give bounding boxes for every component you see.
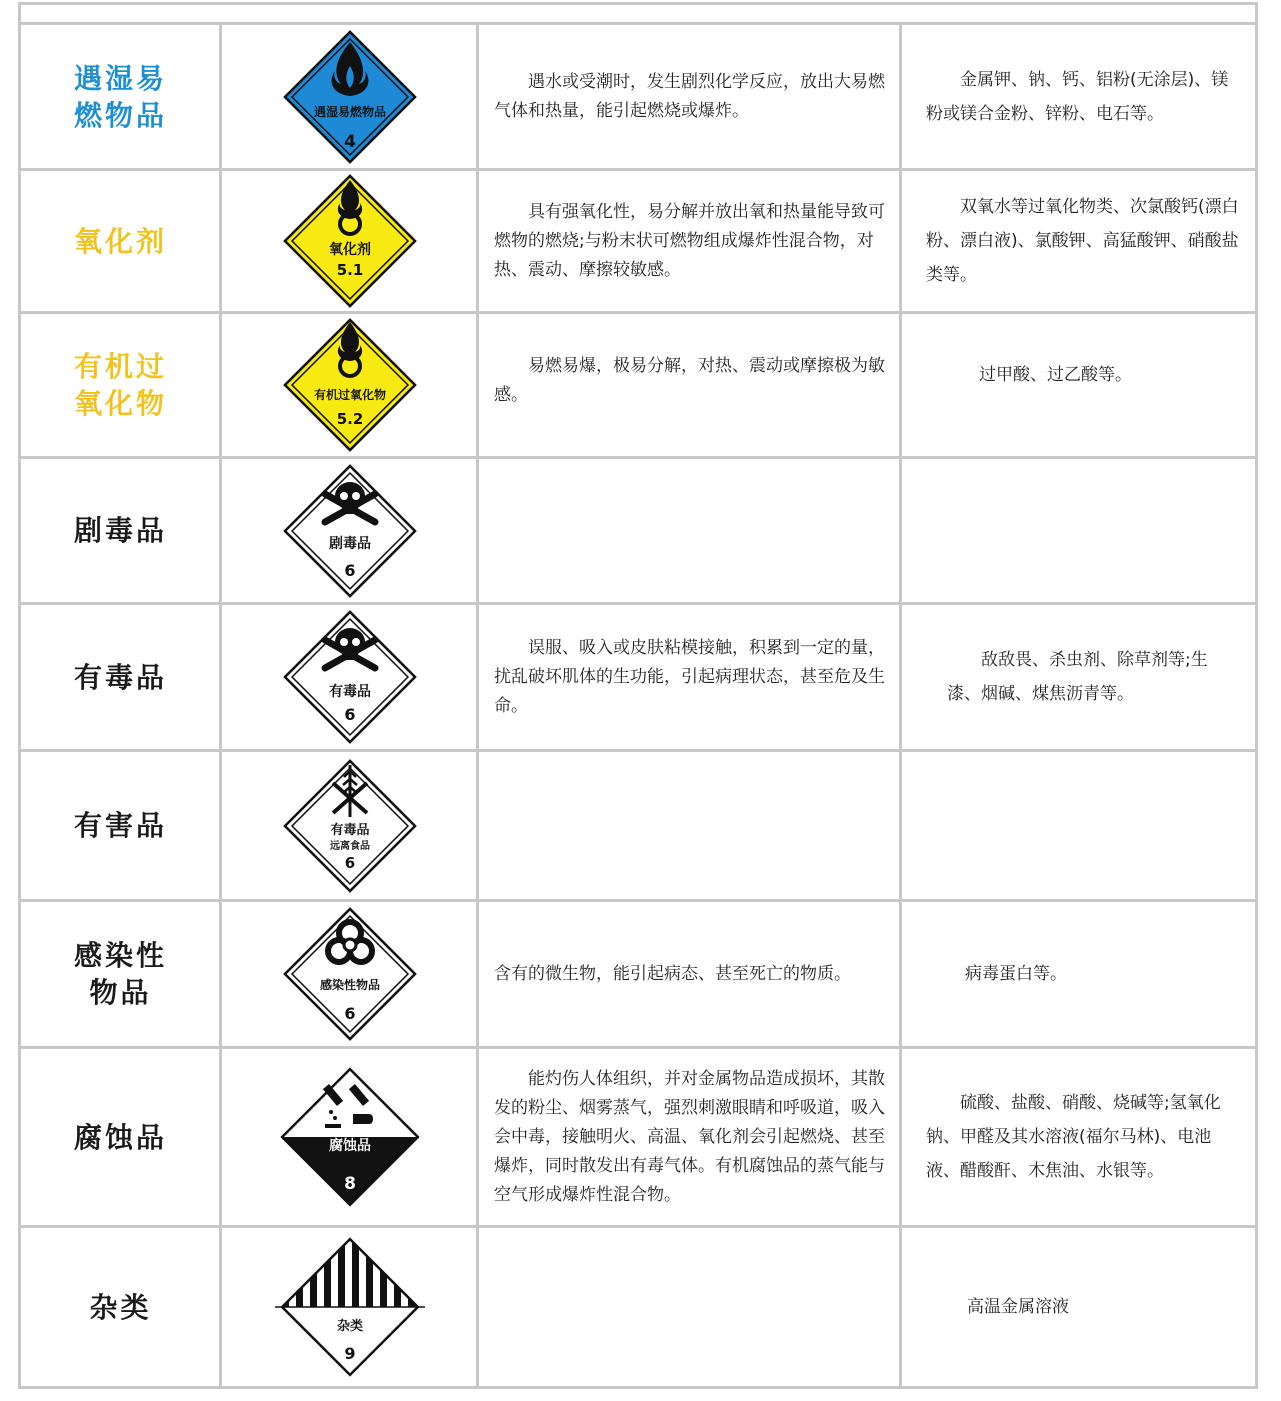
description: 能灼伤人体组织，并对金属物品造成损坏，其散发的粉尘、烟雾蒸气，强烈刺激眼睛和呼吸道，吸入会中毒，接触明火、高温、氧化剂会引起燃烧、甚至爆炸，同时散发出有毒气体。有机腐蚀品的蒸气能与空气形成爆炸性混合物。 [494, 1068, 885, 1205]
hazard-sign-cell [223, 459, 476, 602]
examples: 金属钾、钠、钙、铝粉(无涂层)、镁粉或镁合金粉、锌粉、电石等。 [926, 69, 1229, 124]
category-name: 感染性 物品 [73, 939, 167, 1009]
svg-text:远离食品: 远离食品 [329, 840, 370, 852]
examples [905, 752, 1255, 899]
description: 误服、吸入或皮肤粘模接触，积累到一定的量，扰乱破坏肌体的生功能，引起病理状态，甚至危及生命。 [494, 637, 885, 716]
category-name: 氧化剂 [73, 224, 167, 258]
flame-diamond-icon [275, 22, 425, 172]
examples: 病毒蛋白等。 [965, 964, 1067, 984]
svg-text:6: 6 [344, 853, 355, 872]
svg-text:感染性物品: 感染性物品 [319, 978, 380, 992]
svg-text:有机过氧化物: 有机过氧化物 [313, 388, 386, 402]
svg-text:5.2: 5.2 [336, 410, 363, 428]
examples: 高温金属溶液 [967, 1297, 1069, 1317]
description [480, 459, 901, 602]
oxidizer-diamond-icon [275, 166, 425, 316]
hazard-sign-cell [223, 752, 476, 899]
svg-text:6: 6 [343, 560, 356, 580]
hazard-sign-cell [223, 1228, 476, 1386]
svg-text:杂类: 杂类 [336, 1319, 363, 1334]
examples: 双氧水等过氧化物类、次氯酸钙(漂白粉、漂白液)、氯酸钾、高猛酸钾、硝酸盐类等。 [926, 197, 1239, 285]
hazard-sign-cell [223, 25, 476, 168]
examples: 硫酸、盐酸、硝酸、烧碱等;氢氧化钠、甲醛及其水溶液(福尔马林)、电池液、醋酸酐、木焦油、水银等。 [926, 1093, 1221, 1181]
table-row [21, 314, 1255, 456]
table-row [21, 605, 1255, 749]
category-name: 有机过 氧化物 [73, 350, 167, 420]
examples: 过甲酸、过乙酸等。 [979, 365, 1132, 385]
description [480, 1228, 901, 1386]
harmful-wheat-cross-diamond-icon [275, 751, 425, 901]
description: 遇水或受潮时，发生剧烈化学反应，放出大易燃气体和热量，能引起燃烧或爆炸。 [494, 71, 885, 121]
skull-crossbones-diamond-icon [275, 602, 425, 752]
hazard-sign-cell [223, 605, 476, 749]
table-row [21, 459, 1255, 602]
svg-text:有毒品: 有毒品 [329, 822, 370, 838]
category-name: 遇湿易 燃物品 [73, 61, 167, 132]
table-row [21, 1049, 1255, 1225]
svg-text:8: 8 [343, 1174, 356, 1194]
organic-peroxide-diamond-icon [275, 310, 425, 460]
description: 含有的微生物，能引起病态、甚至死亡的物质。 [494, 963, 851, 984]
table-row [21, 902, 1255, 1046]
svg-text:剧毒品: 剧毒品 [328, 535, 371, 552]
biohazard-diamond-icon [275, 899, 425, 1049]
svg-text:5.1: 5.1 [336, 261, 363, 279]
category-name: 腐蚀品 [73, 1120, 167, 1154]
svg-text:9: 9 [343, 1344, 356, 1363]
description [480, 752, 901, 899]
svg-text:腐蚀品: 腐蚀品 [328, 1138, 371, 1154]
table-row [21, 1228, 1255, 1386]
svg-text:遇湿易燃物品: 遇湿易燃物品 [313, 104, 386, 119]
table-row [21, 25, 1255, 168]
hazard-sign-cell [223, 1049, 476, 1225]
miscellaneous-stripes-diamond-icon [275, 1232, 425, 1382]
table-row [21, 752, 1255, 899]
svg-text:6: 6 [343, 1004, 356, 1023]
category-name: 有害品 [73, 809, 167, 842]
svg-text:氧化剂: 氧化剂 [328, 242, 371, 258]
examples: 敌敌畏、杀虫剂、除草剂等;生漆、烟碱、煤焦沥青等。 [947, 650, 1208, 704]
corrosive-diamond-icon [275, 1062, 425, 1212]
category-name: 有毒品 [73, 660, 167, 694]
hazard-sign-cell [223, 902, 476, 1046]
hazard-sign-cell [223, 314, 476, 456]
svg-text:4: 4 [343, 131, 356, 152]
category-name: 剧毒品 [73, 514, 167, 547]
skull-crossbones-diamond-icon [275, 456, 425, 606]
svg-text:有毒品: 有毒品 [328, 684, 371, 700]
description: 易燃易爆，极易分解，对热、震动或摩擦极为敏感。 [494, 356, 885, 405]
svg-text:6: 6 [343, 705, 356, 724]
hazard-sign-cell [223, 171, 476, 311]
category-name: 杂类 [89, 1290, 152, 1324]
table-row [21, 171, 1255, 311]
examples [905, 459, 1255, 602]
description: 具有强氧化性，易分解并放出氧和热量能导致可燃物的燃烧;与粉末状可燃物组成爆炸性混合物，对热、震动、摩擦较敏感。 [494, 201, 885, 280]
